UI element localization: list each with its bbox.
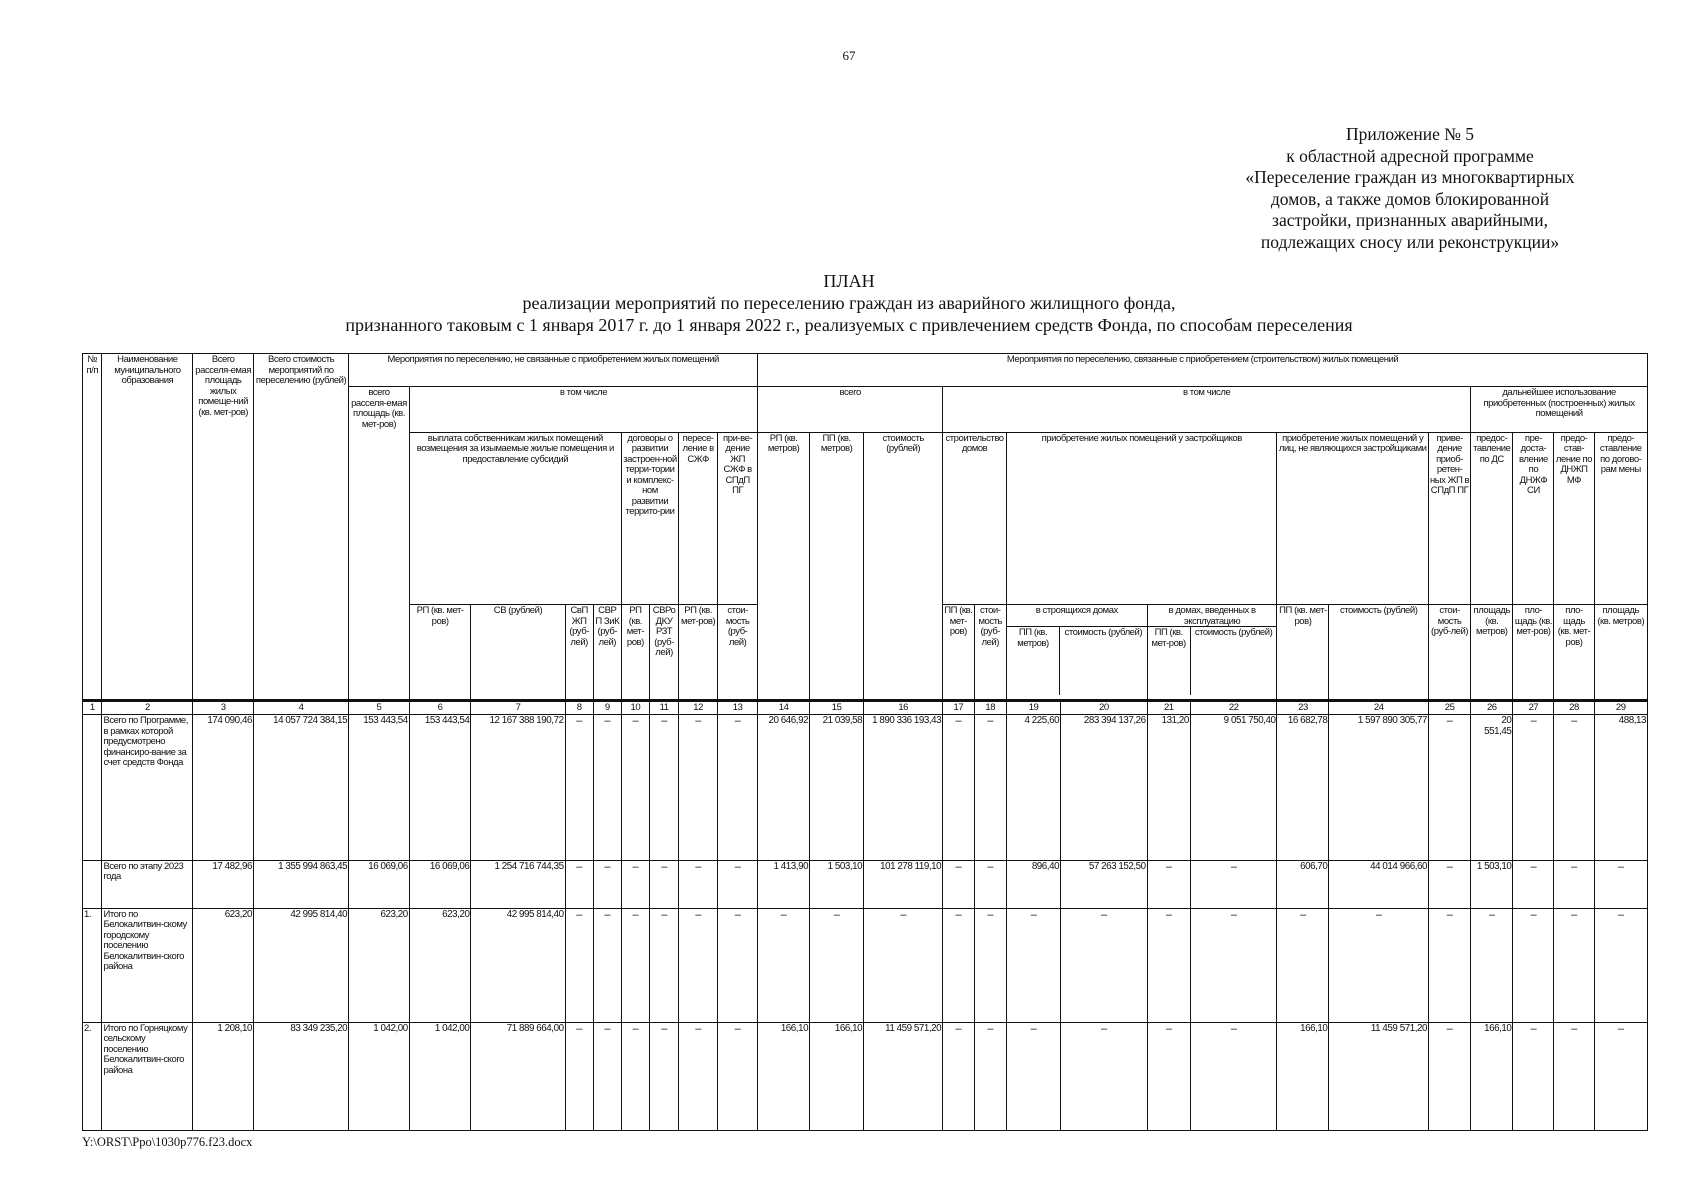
table-cell-c28: – bbox=[1554, 1022, 1594, 1130]
table-cell-c24: – bbox=[1329, 908, 1429, 1022]
table-row bbox=[83, 860, 1648, 908]
table-cell-c22: – bbox=[1190, 860, 1277, 908]
column-number-cell: 26 bbox=[1471, 700, 1513, 715]
row-number-cell: 2. bbox=[83, 1022, 102, 1130]
column-number-cell: 12 bbox=[679, 700, 718, 715]
header-cell-operating-homes bbox=[1147, 605, 1277, 701]
table-cell-c18: – bbox=[974, 860, 1006, 908]
column-number-cell: 25 bbox=[1428, 700, 1470, 715]
resettlement-plan-table bbox=[82, 353, 1648, 1131]
table-cell-c23: 606,70 bbox=[1277, 860, 1329, 908]
table-cell-c10: – bbox=[621, 860, 649, 908]
column-number-cell: 13 bbox=[718, 700, 758, 715]
table-cell-c18: – bbox=[974, 908, 1006, 1022]
table-cell-c12: – bbox=[679, 908, 718, 1022]
column-number-cell: 14 bbox=[758, 700, 810, 715]
column-number-cell: 10 bbox=[621, 700, 649, 715]
header-cell-b-bring: приве-дение приоб-ретен-ных ЖП в СПдП ПГ bbox=[1428, 432, 1470, 604]
table-cell-c19: 4 225,60 bbox=[1006, 715, 1060, 860]
header-cell-build: строительство домов bbox=[943, 432, 1007, 604]
column-number-cell: 18 bbox=[974, 700, 1006, 715]
table-cell-c11: – bbox=[649, 860, 678, 908]
header-cell-c6: РП (кв. мет-ров) bbox=[409, 605, 471, 701]
appendix-line: Приложение № 5 bbox=[1345, 124, 1475, 144]
table-cell-c3: 623,20 bbox=[193, 908, 254, 1022]
table-cell-c13: – bbox=[718, 1022, 758, 1130]
table-cell-c24: 1 597 890 305,77 bbox=[1329, 715, 1429, 860]
appendix-line: подлежащих сносу или реконструкции» bbox=[1260, 231, 1560, 252]
row-name-cell: Всего по этапу 2023 года bbox=[102, 860, 193, 908]
table-cell-c6: 623,20 bbox=[409, 908, 471, 1022]
table-cell-c25: – bbox=[1428, 860, 1470, 908]
header-cell-b-pp: ПП (кв. метров) bbox=[810, 432, 864, 700]
row-number-cell bbox=[83, 860, 102, 908]
table-cell-c18: – bbox=[974, 1022, 1006, 1130]
header-cell-total-area: Всего расселя-емая площадь жилых помеще-ний (кв. мет-ров) bbox=[193, 354, 254, 701]
table-cell-c11: – bbox=[649, 715, 678, 860]
header-cell-c10: РП (кв. мет-ров) bbox=[621, 605, 649, 701]
header-cell-c18: стои-мость (руб-лей) bbox=[974, 605, 1006, 701]
table-cell-c7: 1 254 716 744,35 bbox=[471, 860, 565, 908]
header-cell-c26: площадь (кв. метров) bbox=[1471, 605, 1513, 701]
table-cell-c13: – bbox=[718, 715, 758, 860]
column-number-cell: 16 bbox=[864, 700, 943, 715]
header-cell-c29: площадь (кв. метров) bbox=[1594, 605, 1647, 701]
column-number-cell: 24 bbox=[1329, 700, 1429, 715]
header-cell-c28: пло-щадь (кв. мет-ров) bbox=[1554, 605, 1594, 701]
table-cell-c25: – bbox=[1428, 908, 1470, 1022]
table-cell-c12: – bbox=[679, 715, 718, 860]
column-number-cell: 27 bbox=[1513, 700, 1554, 715]
header-cell-b-total: всего bbox=[758, 387, 943, 433]
column-number-row bbox=[83, 700, 1648, 715]
header-cell-c7: СВ (рублей) bbox=[471, 605, 565, 701]
header-cell-number: № п/п bbox=[83, 354, 102, 701]
table-cell-c3: 174 090,46 bbox=[193, 715, 254, 860]
table-cell-c26: 166,10 bbox=[1471, 1022, 1513, 1130]
table-cell-c29: – bbox=[1594, 908, 1647, 1022]
table-cell-c23: 166,10 bbox=[1277, 1022, 1329, 1130]
page-number: 67 bbox=[842, 48, 856, 63]
file-path-footer: Y:\ORST\Ppo\1030p776.f23.docx bbox=[82, 1135, 253, 1149]
table-cell-c28: – bbox=[1554, 715, 1594, 860]
table-cell-c4: 42 995 814,40 bbox=[253, 908, 348, 1022]
table-cell-c11: – bbox=[649, 908, 678, 1022]
header-cell-c21: ПП (кв. мет-ров) bbox=[1148, 627, 1191, 695]
header-cell-b-cost: стоимость (рублей) bbox=[864, 432, 943, 700]
column-number-cell: 21 bbox=[1147, 700, 1190, 715]
table-cell-c28: – bbox=[1554, 908, 1594, 1022]
header-cell-c17: ПП (кв. мет-ров) bbox=[943, 605, 974, 701]
table-cell-c7: 71 889 664,00 bbox=[471, 1022, 565, 1130]
table-cell-c21: – bbox=[1147, 908, 1190, 1022]
table-cell-c27: – bbox=[1513, 1022, 1554, 1130]
column-number-cell: 29 bbox=[1594, 700, 1647, 715]
column-number-cell: 1 bbox=[83, 700, 102, 715]
column-number-cell: 2 bbox=[102, 700, 193, 715]
column-number-cell: 5 bbox=[349, 700, 410, 715]
table-row bbox=[83, 715, 1648, 860]
header-cell-c25: стои-мость (руб-лей) bbox=[1428, 605, 1470, 701]
table-cell-c10: – bbox=[621, 908, 649, 1022]
header-cell-c13: стои-мость (руб-лей) bbox=[718, 605, 758, 701]
column-number-cell: 9 bbox=[593, 700, 621, 715]
table-cell-c17: – bbox=[943, 1022, 974, 1130]
table-cell-c9: – bbox=[593, 715, 621, 860]
header-group-not-acquisition: Мероприятия по переселению, не связанные с приобретением жилых помещений bbox=[349, 354, 758, 387]
table-cell-c24: 44 014 966,60 bbox=[1329, 860, 1429, 908]
table-cell-c10: – bbox=[621, 715, 649, 860]
table-cell-c17: – bbox=[943, 908, 974, 1022]
column-number-cell: 23 bbox=[1277, 700, 1329, 715]
table-cell-c16: 1 890 336 193,43 bbox=[864, 715, 943, 860]
table-cell-c13: – bbox=[718, 908, 758, 1022]
table-cell-c6: 16 069,06 bbox=[409, 860, 471, 908]
table-cell-c7: 42 995 814,40 bbox=[471, 908, 565, 1022]
table-cell-c19: – bbox=[1006, 1022, 1060, 1130]
table-cell-c4: 1 355 994 863,45 bbox=[253, 860, 348, 908]
table-cell-c23: 16 682,78 bbox=[1277, 715, 1329, 860]
table-cell-c20: – bbox=[1061, 1022, 1148, 1130]
table-cell-c23: – bbox=[1277, 908, 1329, 1022]
header-cell-resettle-sjf: пересе-ление в СЖФ bbox=[679, 432, 718, 604]
header-cell-bring-sjf: при-ве-дение ЖП СЖФ в СПдП ПГ bbox=[718, 432, 758, 604]
header-cell-c27: пло-щадь (кв. мет-ров) bbox=[1513, 605, 1554, 701]
table-cell-c9: – bbox=[593, 908, 621, 1022]
column-number-cell: 11 bbox=[649, 700, 678, 715]
table-cell-c27: – bbox=[1513, 860, 1554, 908]
table-cell-c17: – bbox=[943, 860, 974, 908]
header-cell-a-total: всего расселя-емая площадь (кв. мет-ров) bbox=[349, 387, 410, 701]
table-cell-c6: 153 443,54 bbox=[409, 715, 471, 860]
table-cell-c27: – bbox=[1513, 908, 1554, 1022]
appendix-line: застройки, признанных аварийными, bbox=[1272, 210, 1548, 230]
table-cell-c20: 57 263 152,50 bbox=[1061, 860, 1148, 908]
table-cell-c20: – bbox=[1061, 908, 1148, 1022]
plan-title: ПЛАН bbox=[823, 271, 875, 291]
header-cell-b-incl: в том числе bbox=[943, 387, 1471, 433]
table-cell-c29: 488,13 bbox=[1594, 715, 1647, 860]
table-cell-c28: – bbox=[1554, 860, 1594, 908]
table-cell-c4: 14 057 724 384,15 bbox=[253, 715, 348, 860]
table-cell-c5: 153 443,54 bbox=[349, 715, 410, 860]
header-cell-f26: предос-тавление по ДС bbox=[1471, 432, 1513, 604]
header-cell-acq-dev: приобретение жилых помещений у застройщиков bbox=[1006, 432, 1277, 604]
header-cell-building-homes bbox=[1006, 605, 1147, 701]
column-number-cell: 20 bbox=[1061, 700, 1148, 715]
row-number-cell: 1. bbox=[83, 908, 102, 1022]
row-number-cell bbox=[83, 715, 102, 860]
table-cell-c12: – bbox=[679, 1022, 718, 1130]
column-number-cell: 4 bbox=[253, 700, 348, 715]
table-cell-c7: 12 167 388 190,72 bbox=[471, 715, 565, 860]
appendix-line: «Переселение граждан из многоквартирных bbox=[1245, 167, 1575, 187]
table-cell-c15: 1 503,10 bbox=[810, 860, 864, 908]
table-cell-c25: – bbox=[1428, 715, 1470, 860]
table-cell-c15: 21 039,58 bbox=[810, 715, 864, 860]
table-cell-c21: 131,20 bbox=[1147, 715, 1190, 860]
table-cell-c21: – bbox=[1147, 1022, 1190, 1130]
appendix-header bbox=[1180, 124, 1640, 253]
table-cell-c6: 1 042,00 bbox=[409, 1022, 471, 1130]
table-cell-c26: 1 503,10 bbox=[1471, 860, 1513, 908]
table-cell-c11: – bbox=[649, 1022, 678, 1130]
table-cell-c16: – bbox=[864, 908, 943, 1022]
table-cell-c22: – bbox=[1190, 1022, 1277, 1130]
header-cell-c24: стоимость (рублей) bbox=[1329, 605, 1429, 701]
header-cell-payout: выплата собственникам жилых помещений возмещения за изымаемые жилые помещения и предоставление субсидий bbox=[409, 432, 621, 604]
table-cell-c15: – bbox=[810, 908, 864, 1022]
header-cell-acq-non: приобретение жилых помещений у лиц, не являющихся застройщиками bbox=[1277, 432, 1428, 604]
table-cell-c14: 166,10 bbox=[758, 1022, 810, 1130]
table-cell-c16: 11 459 571,20 bbox=[864, 1022, 943, 1130]
table-cell-c10: – bbox=[621, 1022, 649, 1130]
appendix-line: к областной адресной программе bbox=[1286, 145, 1534, 166]
header-cell-c22: стоимость (рублей) bbox=[1194, 627, 1273, 639]
header-cell-further-use: дальнейшее использование приобретенных (построенных) жилых помещений bbox=[1471, 387, 1648, 433]
table-cell-c4: 83 349 235,20 bbox=[253, 1022, 348, 1130]
table-cell-c14: 20 646,92 bbox=[758, 715, 810, 860]
table-cell-c8: – bbox=[565, 860, 593, 908]
table-cell-c18: – bbox=[974, 715, 1006, 860]
header-cell-c23: ПП (кв. мет-ров) bbox=[1277, 605, 1329, 701]
table-cell-c19: 896,40 bbox=[1006, 860, 1060, 908]
table-cell-c5: 1 042,00 bbox=[349, 1022, 410, 1130]
header-cell-c11: СВРо ДКУ РЗТ (руб-лей) bbox=[649, 605, 678, 701]
table-cell-c27: – bbox=[1513, 715, 1554, 860]
table-cell-c24: 11 459 571,20 bbox=[1329, 1022, 1429, 1130]
header-subcell-operating: в домах, введенных в эксплуатацию bbox=[1148, 605, 1277, 627]
table-cell-c20: 283 394 137,26 bbox=[1061, 715, 1148, 860]
header-cell-c12: РП (кв. мет-ров) bbox=[679, 605, 718, 701]
table-row bbox=[83, 1022, 1648, 1130]
header-cell-total-cost: Всего стоимость мероприятий по переселению (рублей) bbox=[253, 354, 348, 701]
table-cell-c5: 623,20 bbox=[349, 908, 410, 1022]
table-cell-c25: – bbox=[1428, 1022, 1470, 1130]
table-cell-c16: 101 278 119,10 bbox=[864, 860, 943, 908]
table-cell-c8: – bbox=[565, 908, 593, 1022]
plan-subtitle: реализации мероприятий по переселению граждан из аварийного жилищного фонда, bbox=[522, 293, 1176, 313]
column-number-cell: 15 bbox=[810, 700, 864, 715]
column-number-cell: 8 bbox=[565, 700, 593, 715]
header-cell-contracts: договоры о развитии застроен-ной терри-тории и комплекс-ном развитии террито-рии bbox=[621, 432, 678, 604]
table-cell-c26: – bbox=[1471, 908, 1513, 1022]
table-cell-c3: 17 482,96 bbox=[193, 860, 254, 908]
table-cell-c22: – bbox=[1190, 908, 1277, 1022]
table-cell-c9: – bbox=[593, 860, 621, 908]
header-subcell-building: в строящихся домах bbox=[1007, 605, 1147, 627]
plan-heading bbox=[0, 270, 1698, 336]
table-cell-c14: 1 413,90 bbox=[758, 860, 810, 908]
header-group-acquisition: Мероприятия по переселению, связанные с приобретением (строительством) жилых помещений bbox=[758, 354, 1648, 387]
header-cell-c20: стоимость (рублей) bbox=[1064, 627, 1143, 639]
column-number-cell: 6 bbox=[409, 700, 471, 715]
table-cell-c13: – bbox=[718, 860, 758, 908]
table-cell-c19: – bbox=[1006, 908, 1060, 1022]
table-cell-c3: 1 208,10 bbox=[193, 1022, 254, 1130]
row-name-cell: Итого по Белокалитвин-скому городскому поселению Белокалитвин-ского района bbox=[102, 908, 193, 1022]
column-number-cell: 7 bbox=[471, 700, 565, 715]
plan-subtitle: признанного таковым с 1 января 2017 г. до 1 января 2022 г., реализуемых с привлечением средств Фонда, по способам переселения bbox=[345, 315, 1353, 335]
header-cell-municipality: Наименование муниципального образования bbox=[102, 354, 193, 701]
column-number-cell: 3 bbox=[193, 700, 254, 715]
table-cell-c12: – bbox=[679, 860, 718, 908]
header-cell-f27: пре-доста-вление по ДНЖФ СИ bbox=[1513, 432, 1554, 604]
header-cell-c19: ПП (кв. метров) bbox=[1007, 627, 1060, 695]
table-cell-c21: – bbox=[1147, 860, 1190, 908]
header-cell-f29: предо-ставление по догово-рам мены bbox=[1594, 432, 1647, 604]
row-name-cell: Итого по Горняцкому сельскому поселению Белокалитвин-ского района bbox=[102, 1022, 193, 1130]
header-cell-b-rp: РП (кв. метров) bbox=[758, 432, 810, 700]
column-number-cell: 17 bbox=[943, 700, 974, 715]
table-cell-c26: 20 551,45 bbox=[1471, 715, 1513, 860]
table-cell-c29: – bbox=[1594, 1022, 1647, 1130]
column-number-cell: 22 bbox=[1190, 700, 1277, 715]
appendix-line: домов, а также домов блокированной bbox=[1270, 188, 1550, 209]
column-number-cell: 28 bbox=[1554, 700, 1594, 715]
table-row bbox=[83, 908, 1648, 1022]
header-cell-c9: СВР П ЗиК (руб-лей) bbox=[593, 605, 621, 701]
table-cell-c8: – bbox=[565, 1022, 593, 1130]
table-cell-c9: – bbox=[593, 1022, 621, 1130]
header-cell-c8: СвП ЖП (руб-лей) bbox=[565, 605, 593, 701]
header-cell-f28: предо-став-ление по ДНЖП МФ bbox=[1554, 432, 1594, 604]
table-cell-c29: – bbox=[1594, 860, 1647, 908]
table-cell-c14: – bbox=[758, 908, 810, 1022]
table-cell-c17: – bbox=[943, 715, 974, 860]
table-cell-c15: 166,10 bbox=[810, 1022, 864, 1130]
row-name-cell: Всего по Программе, в рамках которой предусмотрено финансиро-вание за счет средств Фонда bbox=[102, 715, 193, 860]
table-cell-c22: 9 051 750,40 bbox=[1190, 715, 1277, 860]
table-cell-c8: – bbox=[565, 715, 593, 860]
header-cell-a-incl: в том числе bbox=[409, 387, 757, 433]
column-number-cell: 19 bbox=[1006, 700, 1060, 715]
table-cell-c5: 16 069,06 bbox=[349, 860, 410, 908]
